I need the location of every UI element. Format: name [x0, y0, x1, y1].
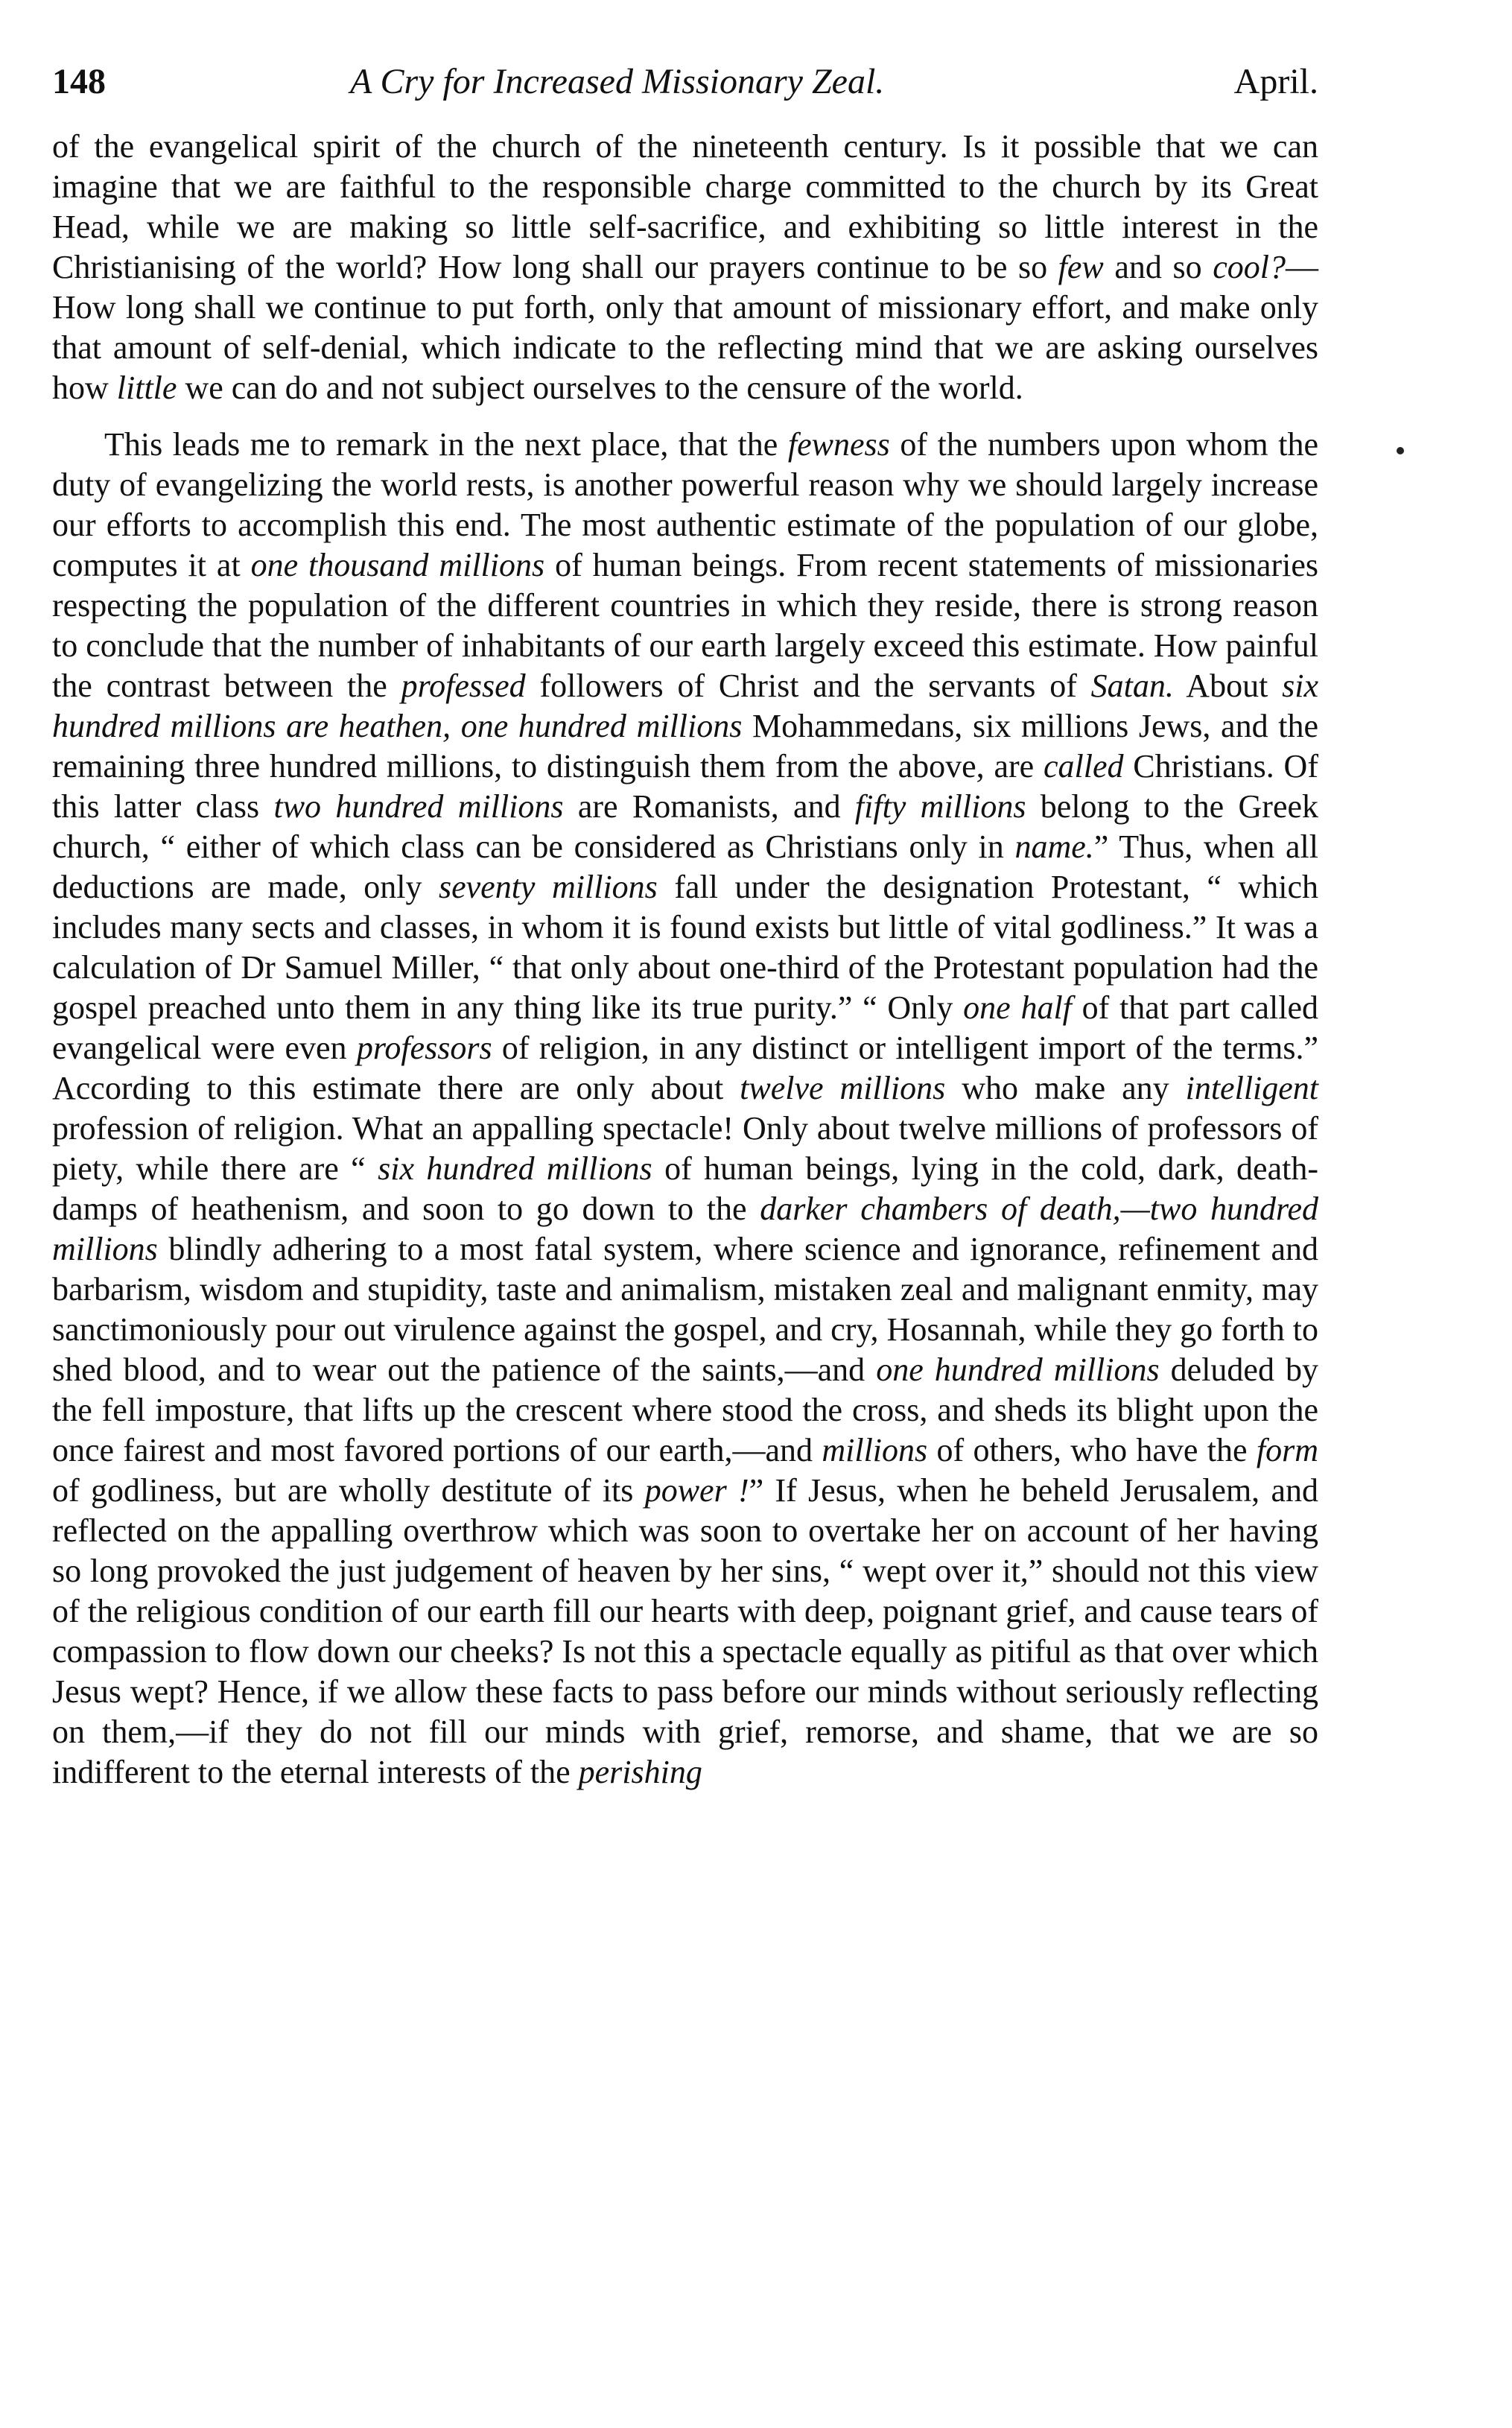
- margin-mark: [1397, 447, 1404, 454]
- page-number: 148: [52, 62, 106, 101]
- paragraph-1: of the evangelical spirit of the church of the nineteenth century. Is it possible that we can imagine that we are faithful to the responsible charge committed to the church by its Great Head, while we are making so little self-sacrifice, and exhibiting so little interest in the Christianising of the world? How long shall our prayers continue to be so few and so cool?— How long shall we continue to put forth, only that amount of missionary effort, and make only that amount of self-denial, which indicate to the reflecting mind that we are asking ourselves how little we can do and not subject ourselves to the censure of the world.: [52, 128, 1318, 406]
- running-title: A Cry for Increased Missionary Zeal.: [350, 62, 885, 101]
- header-month: April.: [1233, 62, 1318, 101]
- paragraph-2: This leads me to remark in the next place, that the fewness of the numbers upon whom the duty of evangelizing the world rests, is another powerful reason why we should largely increase our efforts to accomplish this end. The most authentic estimate of the population of our globe, computes it at one thousand millions of human beings. From recent statements of missionaries respecting the population of the different countries in which they reside, there is strong reason to conclude that the number of inhabitants of our earth largely exceed this estimate. How painful the contrast between the professed followers of Christ and the servants of Satan. About six hundred millions are heathen, one hundred millions Mohammedans, six millions Jews, and the remaining three hundred millions, to distinguish them from the above, are called Christians. Of this latter class two hundred millions are Romanists, and fifty millions belong to the Greek church, “ either of which class can be considered as Christians only in name.” Thus, when all deductions are made, only seventy millions fall under the designation Protestant, “ which includes many sects and classes, in whom it is found exists but little of vital godliness.” It was a calculation of Dr Samuel Miller, “ that only about one-third of the Protestant population had the gospel preached unto them in any thing like its true purity.” “ Only one half of that part called evangelical were even professors of religion, in any distinct or intelligent import of the terms.” According to this estimate there are only about twelve millions who make any intelligent profession of religion. What an appalling spectacle! Only about twelve millions of professors of piety, while there are “ six hundred millions of human beings, lying in the cold, dark, death-damps of heathenism, and soon to go down to the darker chambers of death,—two hundred millions blindly adhering to a most fatal system, where science and ignorance, refinement and barbarism, wisdom and stupidity, taste and animalism, mistaken zeal and malignant enmity, may sanctimoniously pour out virulence against the gospel, and cry, Hosannah, while they go forth to shed blood, and to wear out the patience of the saints,—and one hundred millions deluded by the fell imposture, that lifts up the crescent where stood the cross, and sheds its blight upon the once fairest and most favored portions of our earth,—and millions of others, who have the form of godliness, but are wholly destitute of its power !” If Jesus, when he beheld Jerusalem, and reflected on the appalling overthrow which was soon to overtake her on account of her having so long provoked the just judgement of heaven by her sins, “ wept over it,” should not this view of the religious condition of our earth fill our hearts with deep, poignant grief, and cause tears of compassion to flow down our cheeks? Is not this a spectacle equally as pitiful as that over which Jesus wept? Hence, if we allow these facts to pass before our minds without seriously reflecting on them,—if they do not fill our minds with grief, remorse, and shame, that we are so indifferent to the eternal interests of the perishing: [52, 426, 1319, 1790]
- body-text: [52, 127, 1318, 1793]
- running-header: [52, 52, 1318, 112]
